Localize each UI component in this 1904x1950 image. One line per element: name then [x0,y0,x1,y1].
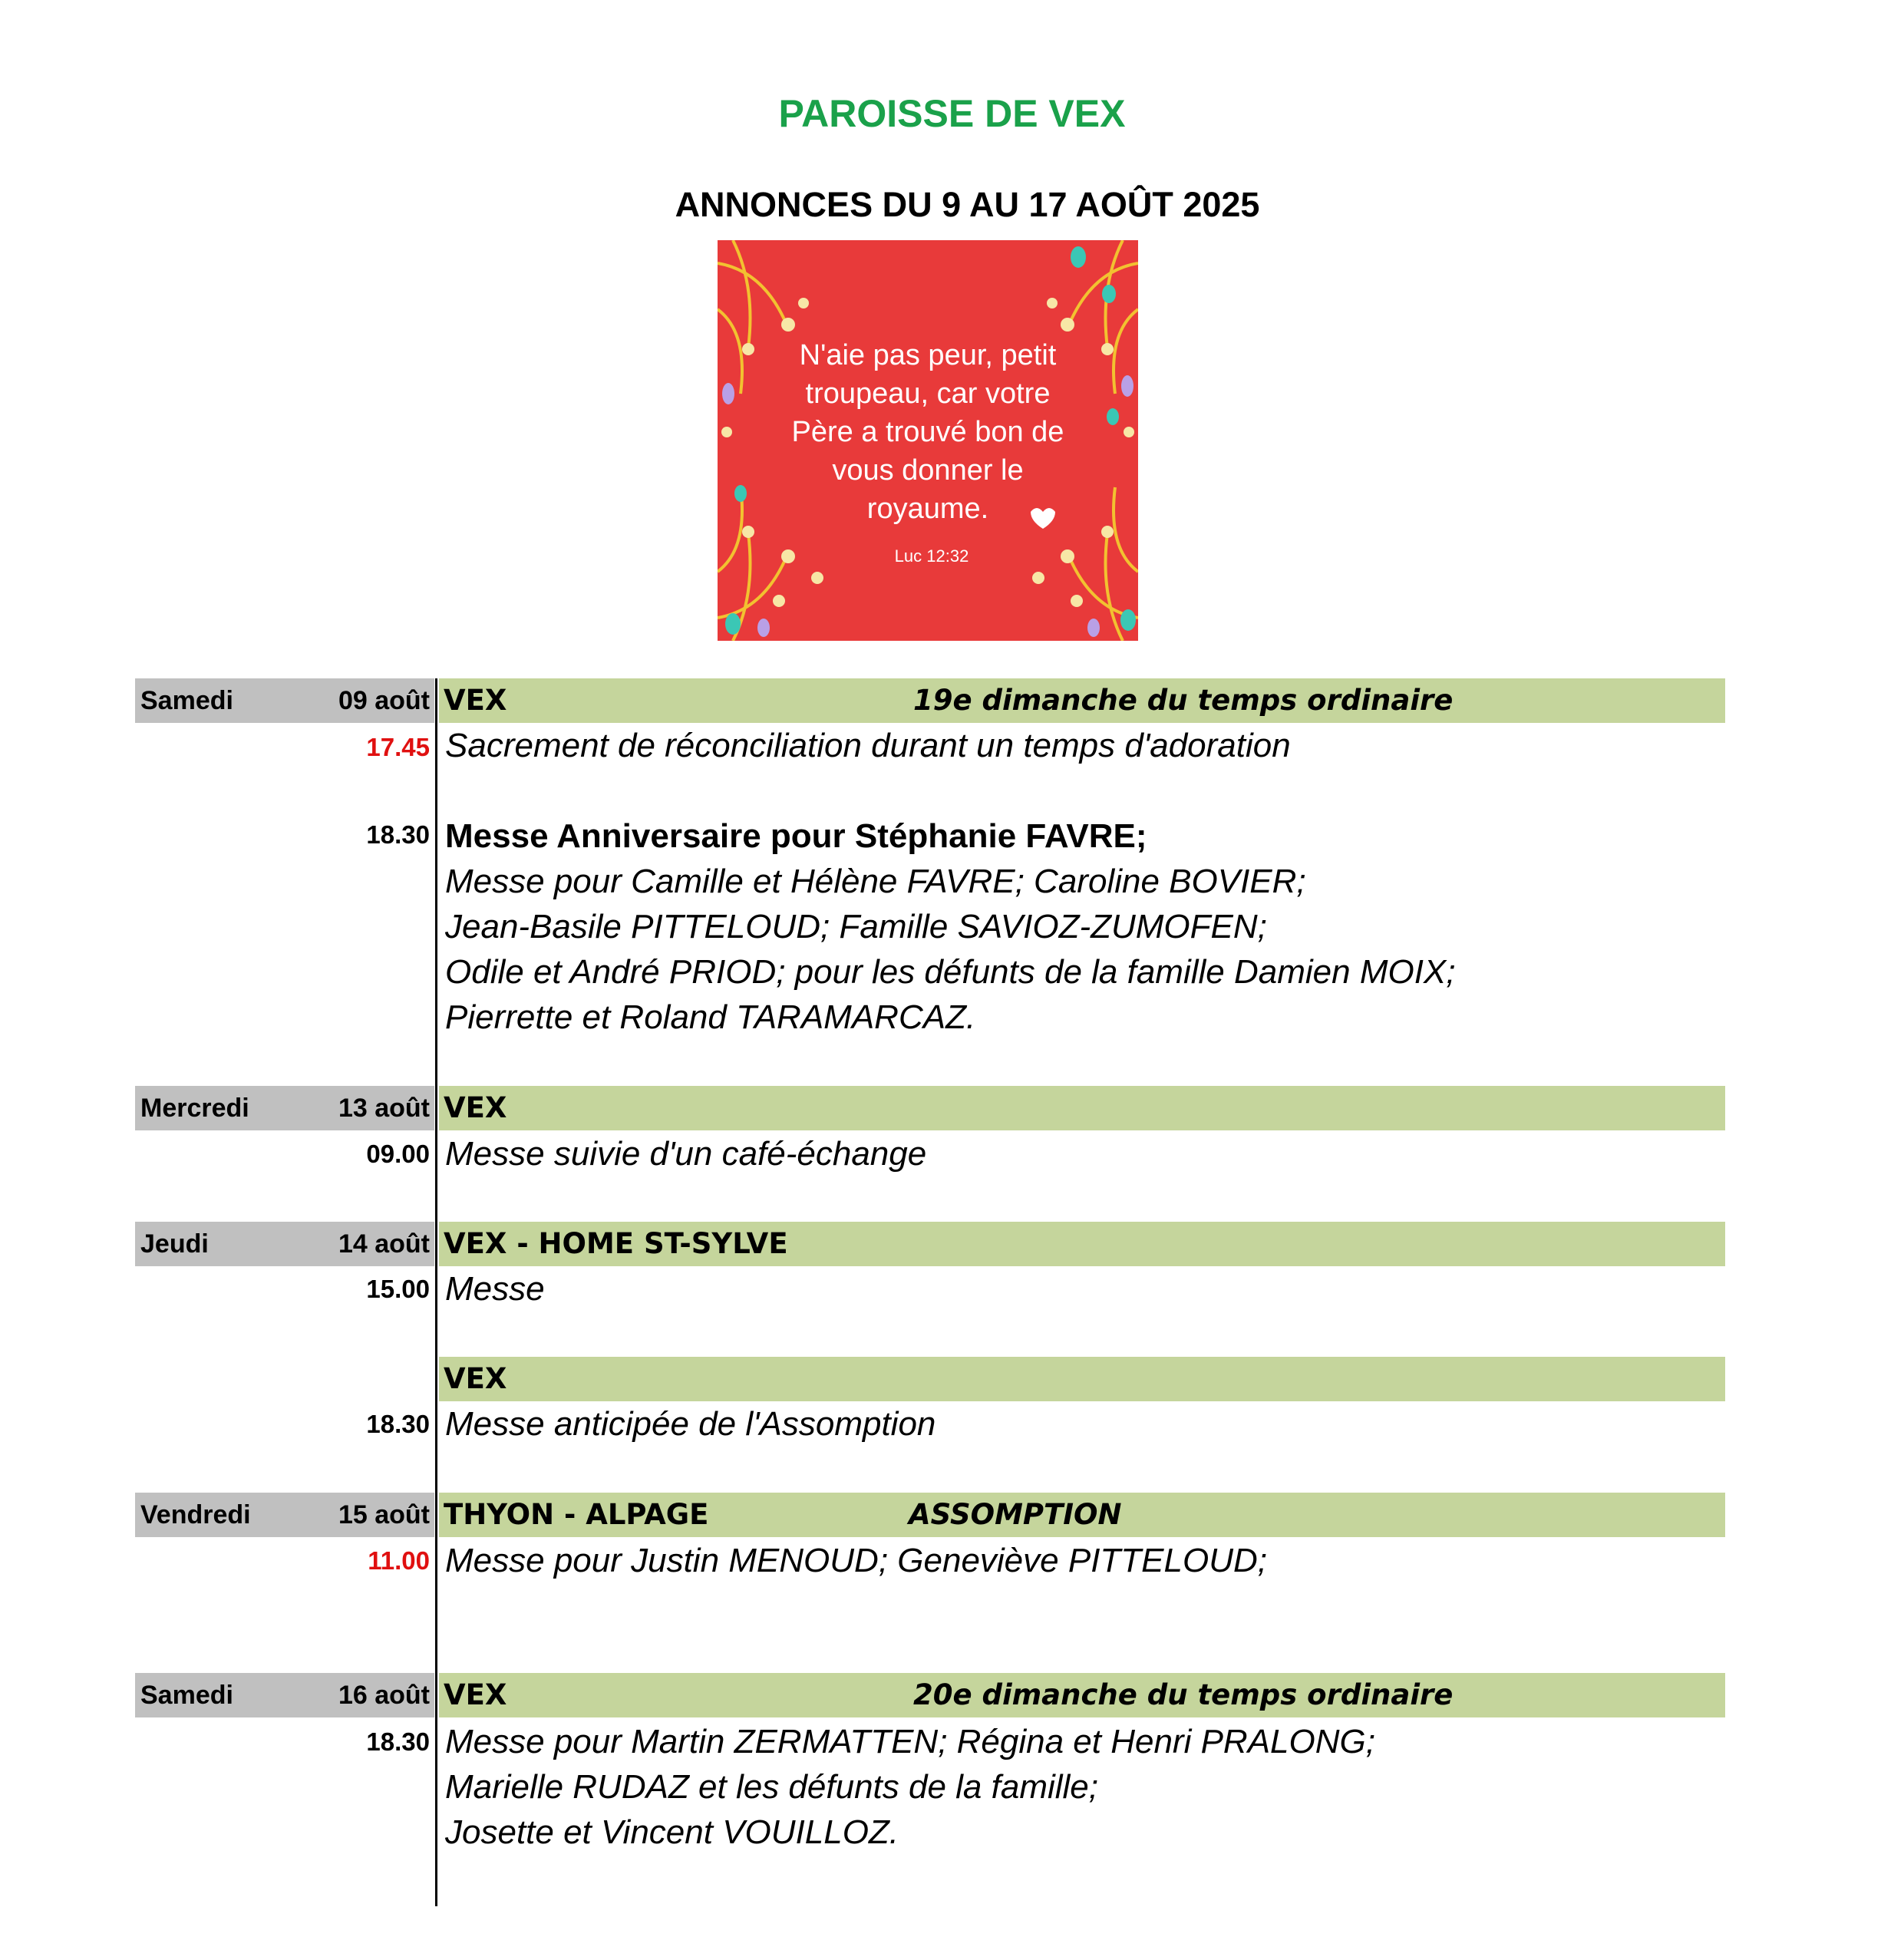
feast-label: 19e dimanche du temps ordinaire [913,684,1454,717]
time-label: 09.00 [366,1140,430,1168]
entry-line: Messe anticipée de l'Assomption [445,1405,936,1443]
time-label: 18.30 [366,1410,430,1438]
time-label: 17.45 [366,733,430,761]
time-label: 18.30 [366,1727,430,1756]
date-label: 13 août [338,1094,430,1123]
day-label: Vendredi [140,1500,251,1529]
parish-title: PAROISSE DE VEX [778,92,1126,135]
time-label: 15.00 [366,1275,430,1303]
time-label: 18.30 [366,820,430,849]
entry-line: Messe Anniversaire pour Stéphanie FAVRE; [445,817,1147,855]
location-label: VEX [444,1362,507,1395]
day-label: Jeudi [140,1229,209,1259]
entry-line: Messe pour Camille et Hélène FAVRE; Caroline BOVIER; [445,863,1306,900]
entry-line: Messe pour Martin ZERMATTEN; Régina et Henri PRALONG; [445,1723,1375,1760]
location-label: VEX - HOME ST-SYLVE [444,1227,788,1260]
entry-line: Jean-Basile PITTELOUD; Famille SAVIOZ-ZUMOFEN; [445,908,1267,945]
feast-label: 20e dimanche du temps ordinaire [913,1678,1454,1711]
location-band [439,1086,1725,1130]
entry-line: Pierrette et Roland TARAMARCAZ. [445,998,976,1036]
entry-line: Marielle RUDAZ et les défunts de la famille; [445,1768,1098,1806]
day-label: Samedi [140,1681,233,1710]
day-label: Samedi [140,686,233,715]
feast-label: ASSOMPTION [909,1498,1122,1531]
location-label: THYON - ALPAGE [444,1498,709,1531]
announcements-subtitle: ANNONCES DU 9 AU 17 AOÛT 2025 [675,185,1260,224]
entry-line: Sacrement de réconciliation durant un temps d'adoration [445,727,1291,764]
verse-text: N'aie pas peur, petit troupeau, car votre Père a trouvé bon de vous donner le royaume. [791,339,1064,525]
verse-reference: Luc 12:32 [894,546,969,566]
date-label: 16 août [338,1681,430,1710]
entry-line: Odile et André PRIOD; pour les défunts de la famille Damien MOIX; [445,953,1456,991]
entry-line: Josette et Vincent VOUILLOZ. [445,1813,899,1851]
location-label: VEX [444,684,507,717]
time-label: 11.00 [368,1546,430,1575]
schedule-divider-line [435,678,437,1906]
date-label: 14 août [338,1229,430,1259]
entry-line: Messe pour Justin MENOUD; Geneviève PITTELOUD; [445,1542,1267,1579]
date-label: 15 août [338,1500,430,1529]
day-label: Mercredi [140,1094,249,1123]
location-band [439,1357,1725,1401]
location-label: VEX [444,1091,507,1124]
date-label: 09 août [338,686,430,715]
entry-line: Messe suivie d'un café-échange [445,1135,927,1173]
location-label: VEX [444,1678,507,1711]
verse-card-image [718,240,1138,641]
entry-line: Messe [445,1270,545,1308]
